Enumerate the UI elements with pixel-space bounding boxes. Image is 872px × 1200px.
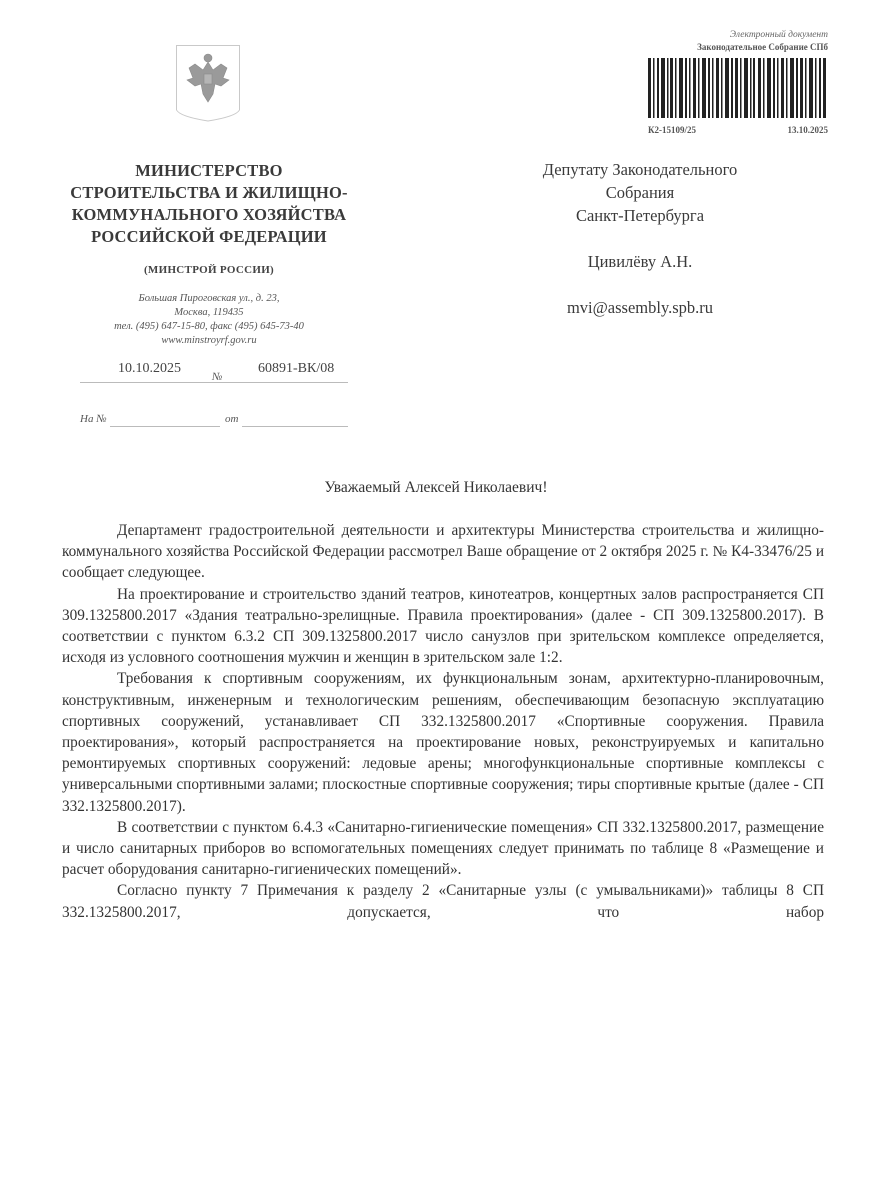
address-line: Москва, 119435: [174, 307, 244, 318]
outgoing-registration: [80, 361, 348, 383]
addressee-line: Депутату Законодательного: [542, 160, 738, 179]
addressee-line: Собрания: [605, 183, 675, 202]
salutation: Уважаемый Алексей Николаевич!: [324, 479, 548, 496]
ministry-name-line: СТРОИТЕЛЬСТВА И ЖИЛИЩНО-: [70, 183, 348, 202]
ministry-name-line: РОССИЙСКОЙ ФЕДЕРАЦИИ: [91, 227, 327, 246]
ministry-name-line: КОММУНАЛЬНОГО ХОЗЯЙСТВА: [71, 205, 347, 224]
coat-of-arms-icon: [176, 45, 240, 110]
stamp-reg-date: 13.10.2025: [787, 125, 828, 135]
body-paragraph: Согласно пункту 7 Примечания к разделу 2 «Санитарные узлы (с умывальниками)» таблицы 8 СП 332.1325800.2017, допускается, что набор: [62, 882, 824, 921]
ministry-name-line: МИНИСТЕРСТВО: [135, 161, 283, 180]
stamp-reg-number: К2-15109/25: [648, 125, 697, 135]
body-paragraph: В соответствии с пунктом 6.4.3 «Санитарно-гигиенические помещения» СП 332.1325800.2017, размещение и число санитарных приборов во вспомогательных помещениях следует принимать по таблице 8 «Размещение и расчет оборудования санитарно-гигиенических помещений».: [62, 818, 824, 879]
divider: [80, 382, 348, 383]
outgoing-date: 10.10.2025: [118, 361, 181, 376]
ministry-short-name: (МИНСТРОЙ РОССИИ): [143, 264, 275, 276]
reference-number-label: На №: [80, 413, 107, 425]
addressee-email: mvi@assembly.spb.ru: [566, 298, 714, 317]
reference-number-blank: [110, 426, 220, 427]
addressee-line: Санкт-Петербурга: [575, 206, 705, 225]
barcode-icon: [648, 58, 826, 118]
stamp-title: Электронный документ: [729, 30, 828, 40]
body-paragraph: Департамент градостроительной деятельности и архитектуры Министерства строительства и жилищно-коммунального хозяйства Российской Федерации рассмотрел Ваше обращение от 2 октября 2025 г. № К4-33476/25 и сообщает следующее.: [62, 522, 824, 582]
reference-date-label: от: [225, 413, 239, 425]
body-paragraph: На проектирование и строительство зданий театров, кинотеатров, концертных залов распространяется СП 309.1325800.2017 «Здания театрально-зрелищные. Правила проектирования» (далее - СП 309.1325800.2017). В соответствии с пунктом 6.3.2 СП 309.1325800.2017 число санузлов при зрительском комплексе определяется, исходя из условного соотношения мужчин и женщин в зрительском зале 1:2.: [62, 585, 824, 667]
number-label: №: [212, 371, 223, 383]
address-line: Большая Пироговская ул., д. 23,: [138, 293, 280, 304]
reference-date-blank: [242, 426, 348, 427]
ministry-letterhead: [52, 160, 366, 348]
registration-stamp: [648, 30, 828, 135]
letter-body: [62, 520, 824, 923]
body-paragraph: Требования к спортивным сооружениям, их функциональным зонам, архитектурно-планировочным, конструктивным, инженерным и технологическим решениям, обеспечивающим безопасную эксплуатацию спортивных сооружений, устанавливает СП 332.1325800.2017 «Спортивные сооружения. Правила проектирования», который распространяется на проектирование новых, реконструируемых и капитально ремонтируемых спортивных сооружений: ледовые арены; многофункциональные спортивные комплексы с универсальными спортивными залами; плоскостные спортивные сооружения; тиры спортивные крытые (далее - СП 332.1325800.2017).: [62, 670, 824, 815]
ministry-address: [52, 292, 366, 348]
addressee-block: [480, 158, 800, 319]
website: www.minstroyrf.gov.ru: [161, 335, 257, 346]
outgoing-number: 60891-ВК/08: [258, 361, 335, 376]
address-line: тел. (495) 647-15-80, факс (495) 645-73-40: [114, 321, 304, 332]
addressee-name: Цивилёву А.Н.: [587, 252, 693, 271]
reference-line: [80, 410, 348, 430]
stamp-organization: Законодательное Собрание СПб: [697, 42, 828, 52]
emblem-frame-icon: [176, 108, 240, 122]
